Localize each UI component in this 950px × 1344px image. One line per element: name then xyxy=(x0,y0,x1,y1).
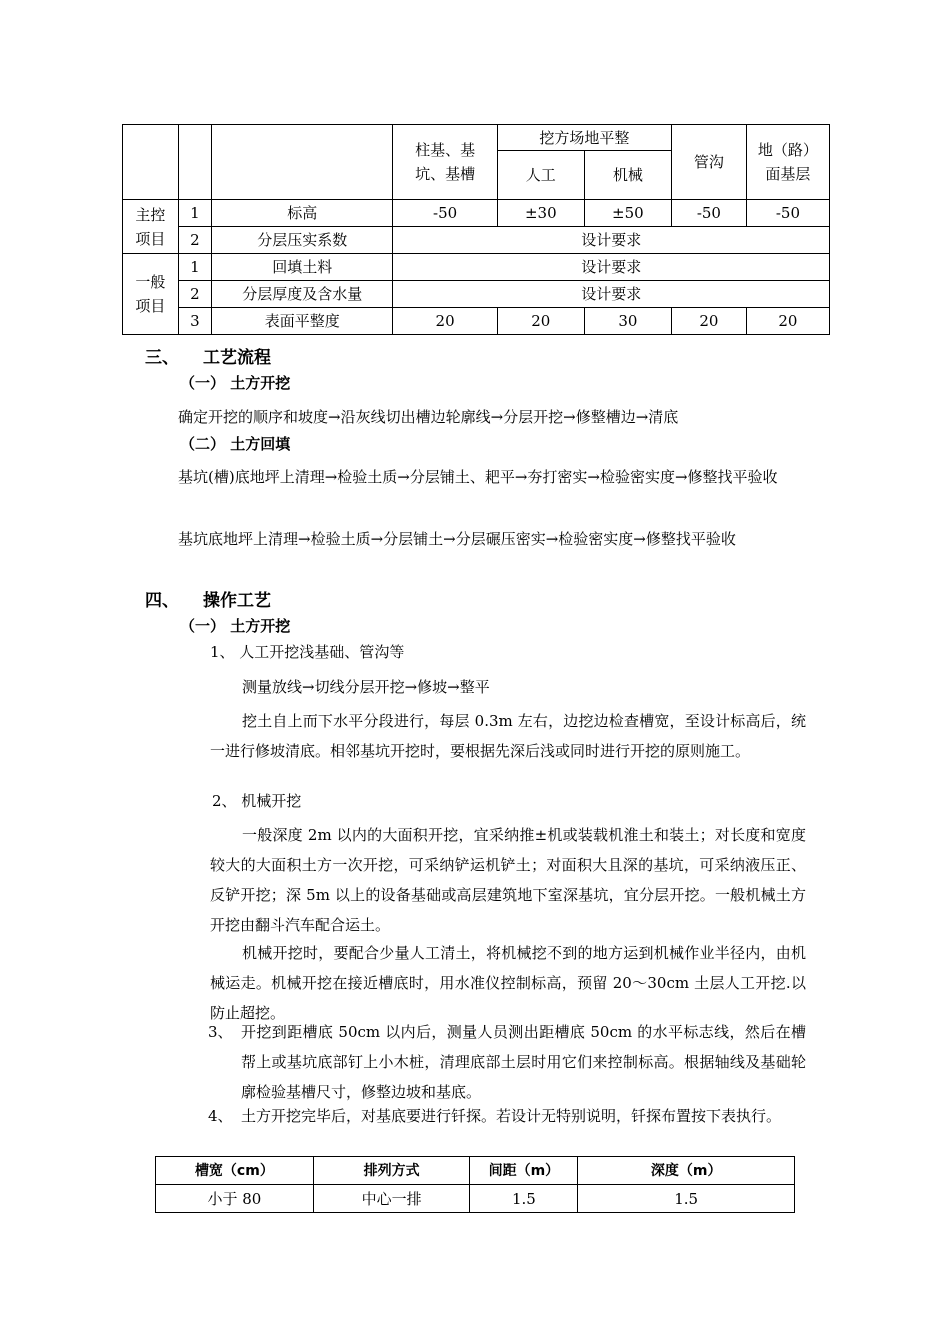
row-item: 表面平整度 xyxy=(212,308,393,335)
item-4-para: 土方开挖完毕后，对基底要进行钎探。若设计无特别说明，钎探布置按下表执行。 xyxy=(241,1107,782,1125)
row-no: 3 xyxy=(178,308,211,335)
cell-depth: 1.5 xyxy=(578,1185,795,1213)
col-b-header: 人工 xyxy=(497,151,584,200)
row-no: 2 xyxy=(178,281,211,308)
main-label: 主控项目 xyxy=(123,200,179,254)
row-span-value: 设计要求 xyxy=(393,227,830,254)
header-spacing: 间距（m） xyxy=(470,1157,578,1185)
probe-layout-table xyxy=(155,1156,795,1213)
item-1-heading: 1、 人工开挖浅基础、管沟等 xyxy=(210,643,405,661)
item-1-flow: 测量放线→切线分层开挖→修坡→整平 xyxy=(242,678,490,696)
row-no: 1 xyxy=(178,254,211,281)
item-2-heading: 2、 机械开挖 xyxy=(212,792,302,810)
row-span-value: 设计要求 xyxy=(393,281,830,308)
row-value: -50 xyxy=(746,200,829,227)
blank-cell xyxy=(123,125,179,200)
col-a-header: 柱基、基坑、基槽 xyxy=(393,125,497,200)
row-value: ±30 xyxy=(497,200,584,227)
row-value: -50 xyxy=(393,200,497,227)
cell-arrangement: 中心一排 xyxy=(313,1185,470,1213)
section-3-para2: 基坑(槽)底地坪上清理→检验土质→分层铺土、耙平→夯打密实→检验密实度→修整找平验收 xyxy=(178,468,778,486)
row-value: 20 xyxy=(393,308,497,335)
cell-spacing: 1.5 xyxy=(470,1185,578,1213)
header-width: 槽宽（cm） xyxy=(156,1157,314,1185)
section-3-sub1: （一） 土方开挖 xyxy=(180,374,291,392)
row-value: ±50 xyxy=(584,200,671,227)
section-4-title: 操作工艺 xyxy=(203,591,271,611)
blank-cell xyxy=(212,125,393,200)
row-span-value: 设计要求 xyxy=(393,254,830,281)
item-4-number: 4、 xyxy=(208,1107,233,1125)
section-3-para1: 确定开挖的顺序和坡度→沿灰线切出槽边轮廓线→分层开挖→修整槽边→清底 xyxy=(178,408,679,426)
section-3-para3: 基坑底地坪上清理→检验土质→分层铺土→分层碾压密实→检验密实度→修整找平验收 xyxy=(178,530,736,548)
row-value: 30 xyxy=(584,308,671,335)
row-item: 标高 xyxy=(212,200,393,227)
row-no: 1 xyxy=(178,200,211,227)
item-1-para: 挖土自上而下水平分段进行，每层 0.3m 左右，边挖边检查槽宽，至设计标高后，统一进行修坡清底。相邻基坑开挖时，要根据先深后浅或同时进行开挖的原则施工。 xyxy=(210,712,806,760)
item-2-para1: 一般深度 2m 以内的大面积开挖，宜采纳推±机或装载机淮土和装土；对长度和宽度较大的大面积土方一次开挖，可采纳铲运机铲土；对面积大且深的基坑，可采纳液压正、反铲开挖；深 5m 以上的设备基础或高层建筑地下室深基坑，宜分层开挖。一般机械土方开挖由翻斗汽车配合运土。 xyxy=(210,826,806,934)
col-group-header: 挖方场地平整 xyxy=(497,125,671,151)
section-3-title: 工艺流程 xyxy=(203,348,271,368)
section-3-sub2: （二） 土方回填 xyxy=(180,435,291,453)
row-item: 分层压实系数 xyxy=(212,227,393,254)
section-4-number: 四、 xyxy=(145,591,179,611)
item-3-number: 3、 xyxy=(208,1023,233,1041)
row-value: -50 xyxy=(671,200,746,227)
col-d-header: 管沟 xyxy=(671,125,746,200)
row-item: 分层厚度及含水量 xyxy=(212,281,393,308)
header-arrangement: 排列方式 xyxy=(313,1157,470,1185)
row-value: 20 xyxy=(497,308,584,335)
section-3-number: 三、 xyxy=(145,348,179,368)
header-depth: 深度（m） xyxy=(578,1157,795,1185)
item-3-para: 开挖到距槽底 50cm 以内后，测量人员测出距槽底 50cm 的水平标志线，然后在槽帮上或基坑底部钉上小木桩，清理底部土层时用它们来控制标高。根据轴线及基础轮廓检验基槽尺寸，修整边坡和基底。 xyxy=(241,1023,806,1101)
row-item: 回填土料 xyxy=(212,254,393,281)
tolerance-table xyxy=(122,124,830,335)
col-e-header: 地（路）面基层 xyxy=(746,125,829,200)
section-4-sub1: （一） 土方开挖 xyxy=(180,617,291,635)
item-2-para2: 机械开挖时，要配合少量人工清土，将机械挖不到的地方运到机械作业半径内，由机械运走。机械开挖在接近槽底时，用水准仪控制标高，预留 20～30cm 土层人工开挖.以防止超挖。 xyxy=(210,944,806,1022)
row-value: 20 xyxy=(746,308,829,335)
blank-cell xyxy=(178,125,211,200)
general-label: 一般项目 xyxy=(123,254,179,335)
col-c-header: 机械 xyxy=(584,151,671,200)
row-value: 20 xyxy=(671,308,746,335)
row-no: 2 xyxy=(178,227,211,254)
cell-width: 小于 80 xyxy=(156,1185,314,1213)
